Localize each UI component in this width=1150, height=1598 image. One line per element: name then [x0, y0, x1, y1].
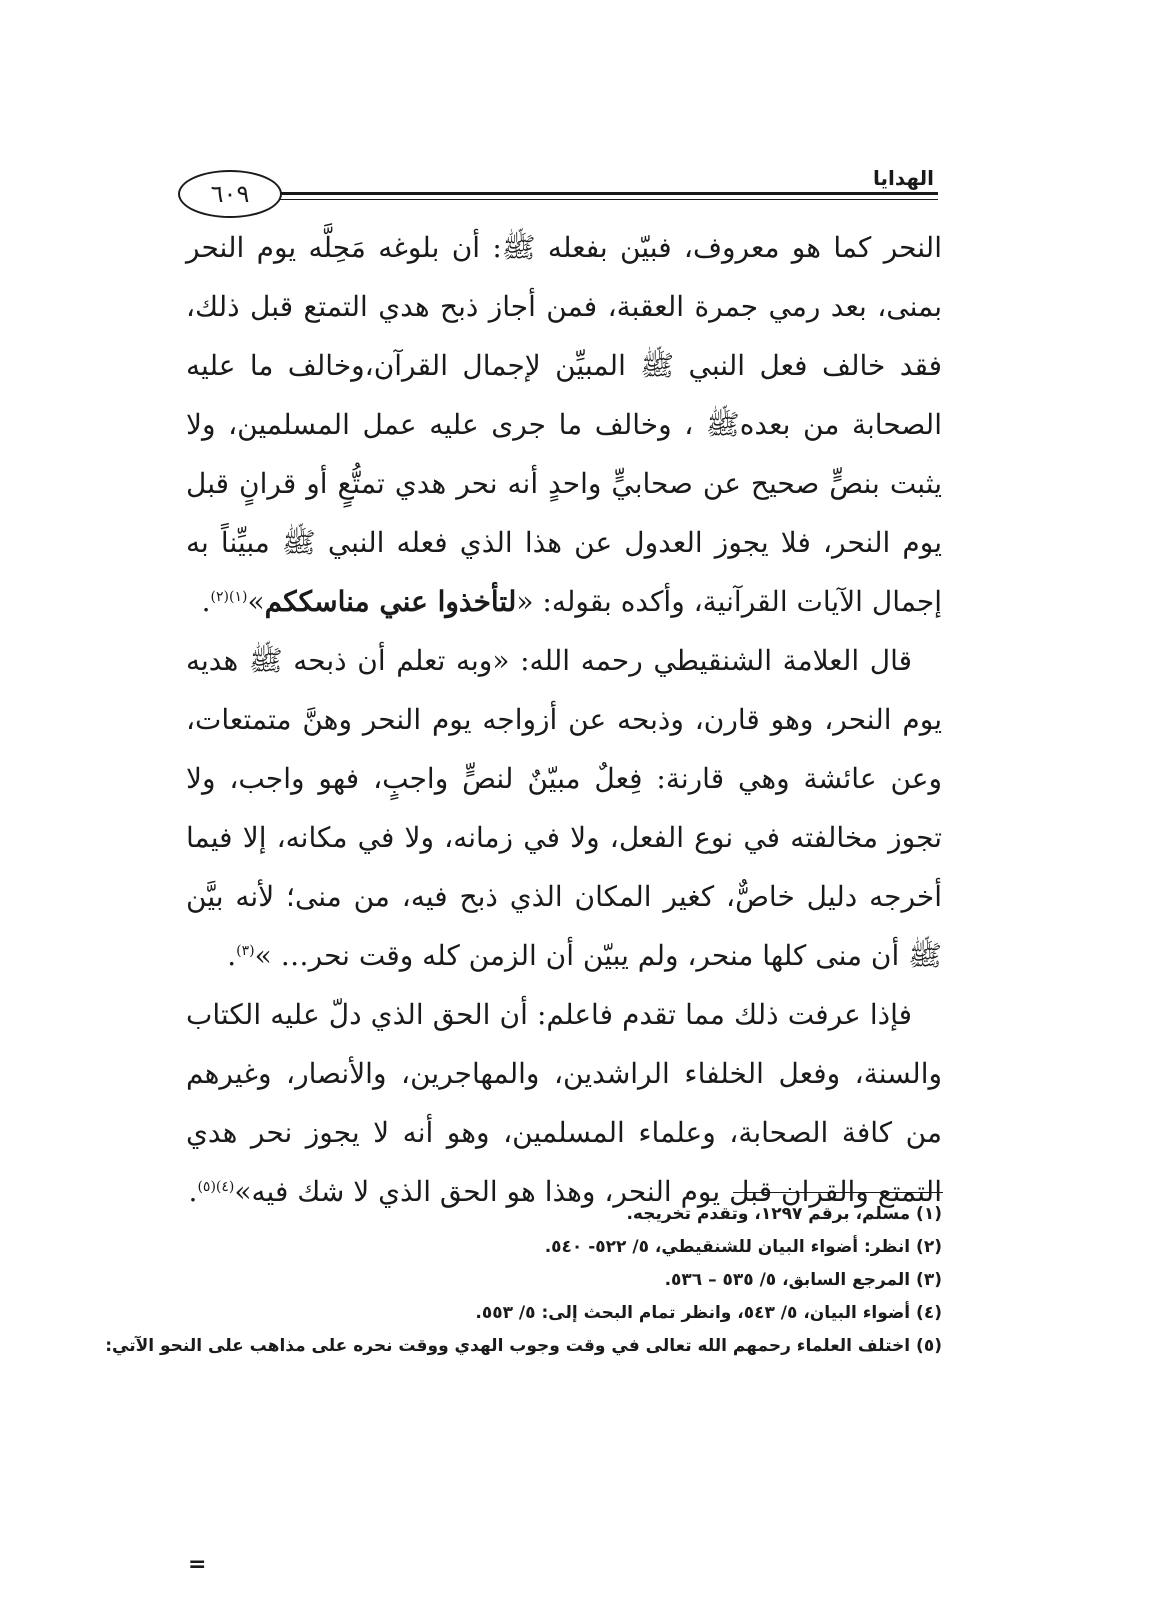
footnote-5: (٥) اختلف العلماء رحمهم الله تعالى في وقت وجوب الهدي ووقت نحره على مذاهب على النحو الآتي: [105, 1336, 942, 1356]
paragraph-1-end: . [201, 585, 211, 618]
footnote-2: (٢) انظر: أضواء البيان للشنقيطي، ٥/ ٥٢٢- ٥٤٠. [544, 1237, 942, 1257]
paragraph-2 [186, 631, 942, 985]
paragraph-2-text: قال العلامة الشنقيطي رحمه الله: «وبه تعلم أن ذبحه ﷺ هديه يوم النحر، وهو قارن، وذبحه عن أزواجه يوم النحر وهنَّ متمتعات، وعن عائشة وهي قارنة: فِعلٌ مبيّنٌ لنصٍّ واجبٍ، فهو واجب، ولا تجوز مخالفته في نوع الفعل، ولا في زمانه، ولا في مكانه، إلا فيما أخرجه دليل خاصٌّ، كغير المكان الذي ذبح فيه، من منى؛ لأنه بيَّن ﷺ أن منى كلها منحر، ولم يبيّن أن الزمن كله وقت نحر… » [186, 644, 943, 972]
paragraph-3-end: . [188, 1175, 198, 1208]
paragraph-1 [186, 218, 942, 631]
footnotes [105, 1198, 942, 1363]
header-rule-thick [258, 192, 938, 195]
continuation-mark: = [188, 1552, 207, 1577]
running-title: الهدايا [865, 166, 934, 190]
paragraph-1-text: النحر كما هو معروف، فبيّن بفعله ﷺ: أن بلوغه مَحِلَّه يوم النحر بمنى، بعد رمي جمرة العقبة، فمن أجاز ذبح هدي التمتع قبل ذلك، فقد خالف فعل النبي ﷺ المبيِّن لإجمال القرآن،وخالف ما عليه الصحابة من بعدهﷺ ، وخالف ما جرى عليه عمل المسلمين، ولا يثبت بنصٍّ صحيح عن صحابيٍّ واحدٍ أنه نحر هدي تمتُّعٍ أو قرانٍ قبل يوم النحر، فلا يجوز العدول عن هذا الذي فعله النبي ﷺ مبيِّناً به إجمال الآيات القرآنية، وأكده بقوله: « [186, 231, 942, 618]
footnote-3: (٣) المرجع السابق، ٥/ ٥٣٥ – ٥٣٦. [664, 1270, 942, 1290]
main-text [186, 218, 942, 1221]
footnote-ref-3[interactable]: (٣) [236, 943, 255, 959]
hadith-quote: لتأخذوا عني مناسككم [264, 585, 517, 618]
paragraph-2-end: . [227, 939, 237, 972]
footnote-refs-4-5[interactable]: (٤)(٥) [197, 1179, 235, 1195]
footnote-refs-1-2[interactable]: (١)(٢) [210, 589, 248, 605]
quote-close: » [247, 585, 265, 618]
page-header [178, 168, 938, 220]
page-number-badge [178, 170, 282, 218]
footnote-4: (٤) أضواء البيان، ٥/ ٥٤٣، وانظر تمام البحث إلى: ٥/ ٥٥٣. [475, 1303, 942, 1323]
paragraph-3-text: فإذا عرفت ذلك مما تقدم فاعلم: أن الحق الذي دلّ عليه الكتاب والسنة، وفعل الخلفاء الراشدين، والمهاجرين، والأنصار، وغيرهم من كافة الصحابة، وعلماء المسلمين، وهو أنه لا يجوز نحر هدي التمتع والقران قبل يوم النحر، وهذا هو الحق الذي لا شك فيه» [186, 998, 942, 1208]
header-rule-thin [258, 199, 938, 200]
footnote-1: (١) مسلم، برقم ١٢٩٧، وتقدم تخريجه. [626, 1204, 942, 1224]
paragraph-3 [186, 985, 942, 1221]
footnote-separator [733, 1192, 943, 1193]
page-number: ٦٠٩ [210, 180, 250, 208]
